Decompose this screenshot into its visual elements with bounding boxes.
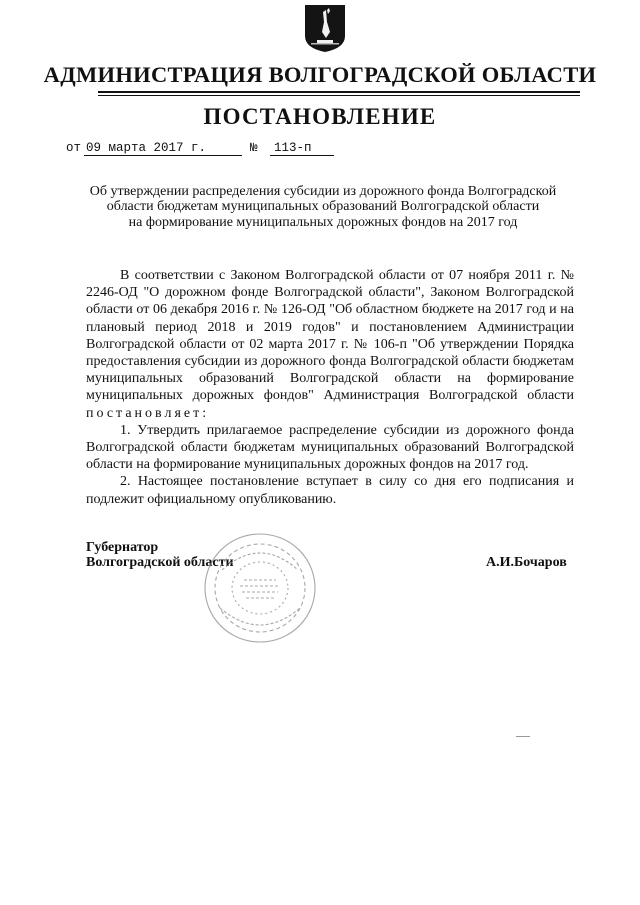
number-label: № xyxy=(250,141,258,155)
coat-of-arms-icon xyxy=(302,2,348,54)
resolution-item-1: 1. Утвердить прилагаемое распределение субсидии из дорожного фонда Волгоградской области бюджетам муниципальных образований Волгоградской области на формирование муниципальных дорожных фондов на 2017 год. xyxy=(86,422,574,473)
header-rule xyxy=(98,91,580,93)
preamble-paragraph xyxy=(86,267,574,422)
date-label: от xyxy=(66,141,82,155)
subject-line: области бюджетам муниципальных образований Волгоградской области xyxy=(106,199,540,215)
document-date: 09 марта 2017 г. xyxy=(84,141,242,156)
signatory-title-line: Губернатор xyxy=(86,540,159,555)
document-type-title: ПОСТАНОВЛЕНИЕ xyxy=(203,104,437,129)
organization-title: АДМИНИСТРАЦИЯ ВОЛГОГРАДСКОЙ ОБЛАСТИ xyxy=(43,62,597,87)
scan-mark xyxy=(516,736,530,741)
header-rule-thin xyxy=(98,95,580,96)
document-subject xyxy=(78,184,568,230)
decree-word: постановляет: xyxy=(86,405,210,421)
official-seal-stamp-icon xyxy=(200,530,320,646)
document-number: 113-п xyxy=(270,141,334,156)
preamble-text: В соответствии с Законом Волгоградской области от 07 ноября 2011 г. № 2246-ОД "О дорожном фонде Волгоградской области", Законом Волгоградской области от 06 декабря 2016 г. № 126-ОД "Об областном бюджете на 2017 год и на плановый период 2018 и 2019 годов" и постановлением Администрации Волгоградской области от 02 марта 2017 г. № 106-п "Об утверждении Порядка предоставления субсидии из дорожного фонда Волгоградской области бюджетам муниципальных образований Волгоградской области на формирование муниципальных дорожных фондов" Администрация Волгоградской области xyxy=(86,268,574,404)
signatory-name: А.И.Бочаров xyxy=(486,555,567,570)
subject-line: на формирование муниципальных дорожных фондов на 2017 год xyxy=(128,214,518,230)
resolution-item-2: 2. Настоящее постановление вступает в силу со дня его подписания и подлежит официальному опубликованию. xyxy=(86,474,574,507)
signatory-title-line: Волгоградской области xyxy=(86,555,234,570)
document-body xyxy=(86,267,574,508)
subject-line: Об утверждении распределения субсидии из дорожного фонда Волгоградской xyxy=(89,184,557,199)
